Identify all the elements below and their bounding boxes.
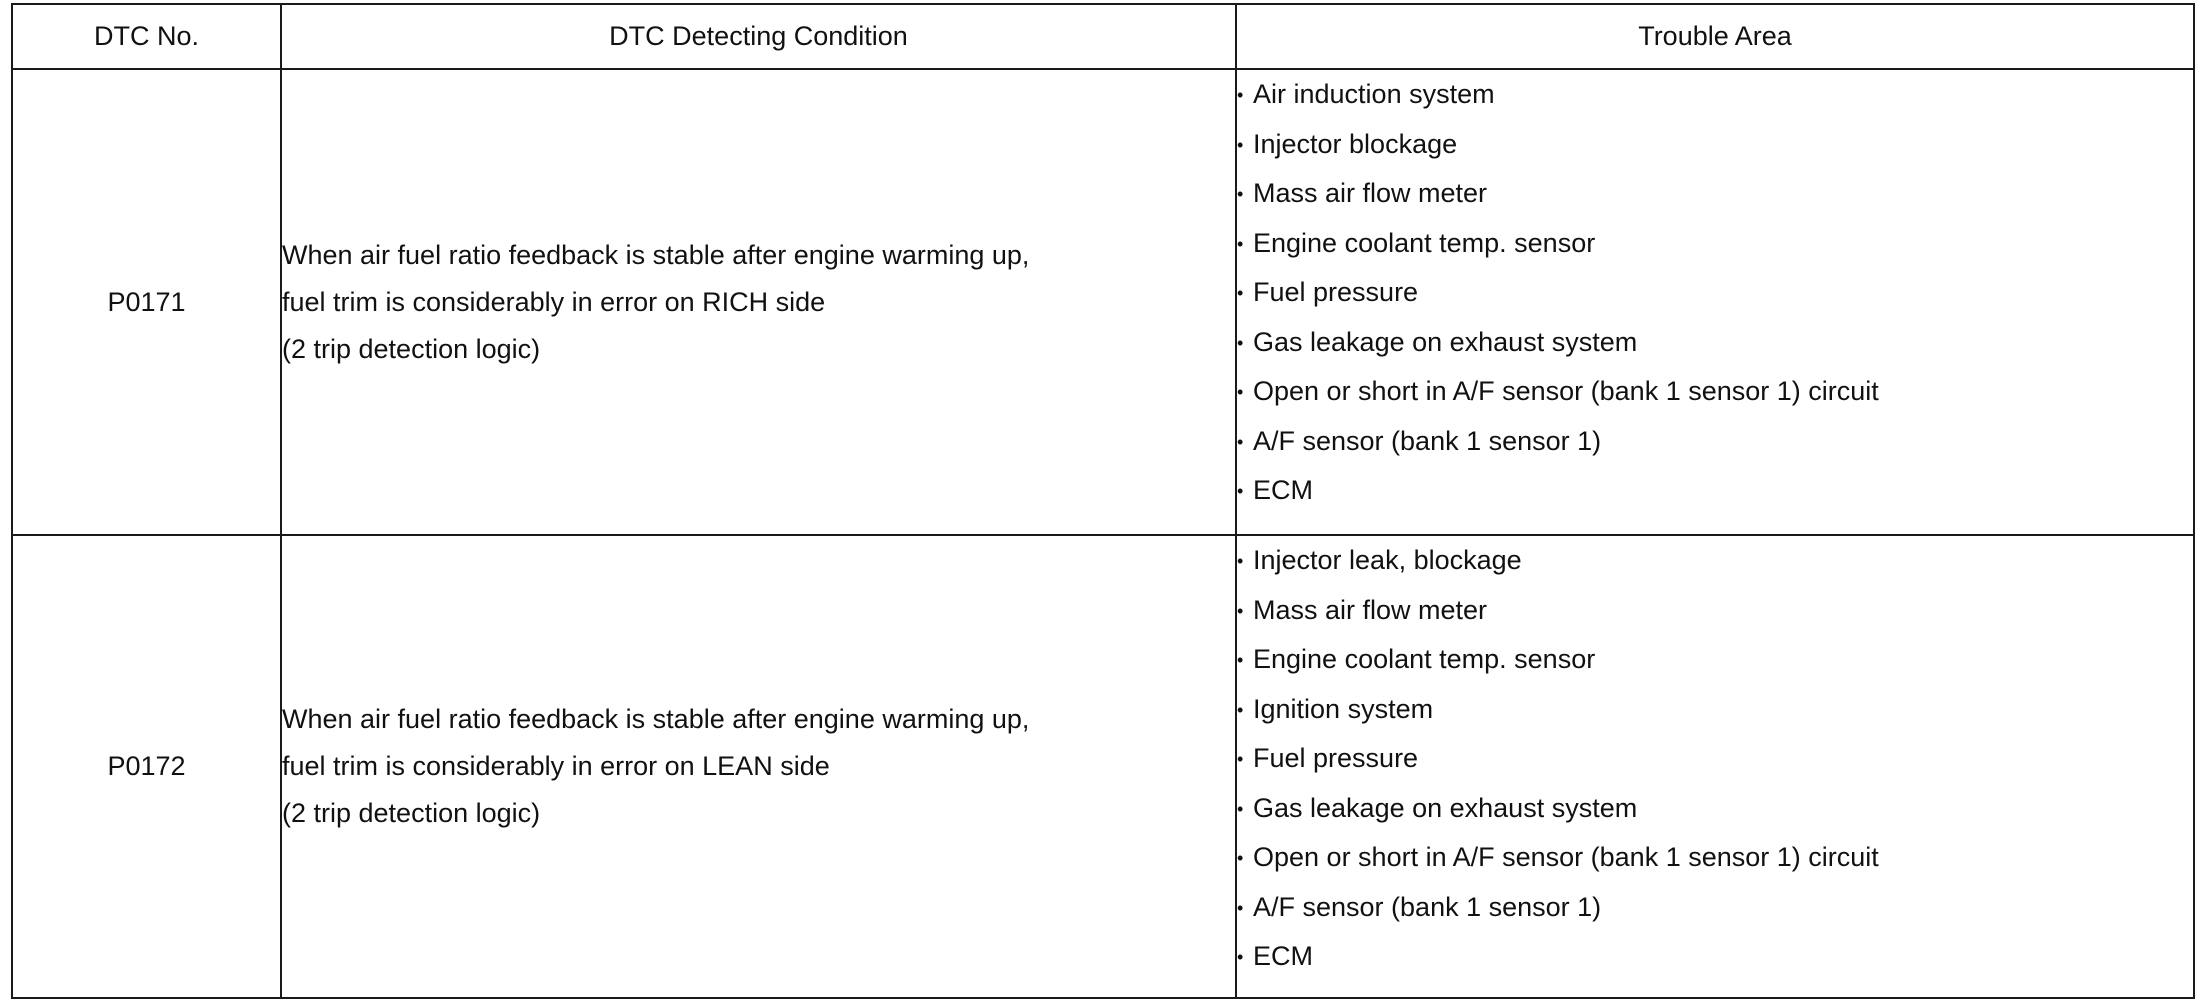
trouble-area-text: Open or short in A/F sensor (bank 1 sensor 1) circuit	[1253, 376, 1879, 406]
list-item	[1237, 734, 2193, 784]
detecting-condition-cell	[281, 535, 1236, 998]
list-item	[1237, 120, 2193, 170]
trouble-area-text: Fuel pressure	[1253, 743, 1419, 773]
condition-line: (2 trip detection logic)	[282, 798, 541, 828]
bullet-icon: •	[1237, 650, 1244, 670]
list-item	[1237, 466, 2193, 516]
trouble-area-text: ECM	[1253, 941, 1313, 971]
condition-line: fuel trim is considerably in error on LEAN side	[282, 751, 830, 781]
bullet-icon: •	[1237, 184, 1244, 204]
bullet-icon: •	[1237, 332, 1244, 353]
trouble-area-text: A/F sensor (bank 1 sensor 1)	[1253, 425, 1602, 456]
list-item	[1237, 635, 2193, 685]
list-item	[1237, 367, 2193, 417]
bullet-icon: •	[1237, 699, 1244, 720]
bullet-icon: •	[1237, 897, 1244, 918]
table-row	[12, 535, 2194, 998]
bullet-icon: •	[1237, 600, 1244, 621]
trouble-area-cell	[1236, 69, 2194, 535]
table-body	[12, 69, 2194, 998]
condition-line: fuel trim is considerably in error on RICH side	[282, 286, 826, 317]
trouble-area-text: Injector blockage	[1253, 128, 1458, 159]
condition-line: When air fuel ratio feedback is stable after engine warming up,	[282, 704, 1030, 734]
table-header	[12, 4, 2194, 69]
list-item	[1237, 318, 2193, 368]
detecting-condition-cell	[281, 69, 1236, 535]
bullet-icon: •	[1237, 283, 1244, 303]
trouble-area-text: Open or short in A/F sensor (bank 1 sensor 1) circuit	[1253, 842, 1879, 872]
trouble-area-text: Injector leak, blockage	[1253, 545, 1522, 575]
trouble-area-text: Engine coolant temp. sensor	[1253, 644, 1596, 674]
list-item	[1237, 70, 2193, 120]
bullet-icon: •	[1237, 233, 1244, 254]
bullet-icon: •	[1237, 85, 1244, 105]
trouble-area-text: ECM	[1253, 475, 1313, 505]
list-item	[1237, 586, 2193, 636]
list-item	[1237, 417, 2193, 467]
list-item	[1237, 169, 2193, 219]
trouble-area-text: Ignition system	[1253, 693, 1434, 724]
bullet-icon: •	[1237, 134, 1244, 155]
header-row	[12, 4, 2194, 69]
bullet-icon: •	[1237, 848, 1244, 868]
trouble-area-cell	[1236, 535, 2194, 998]
bullet-icon: •	[1237, 798, 1244, 819]
header-dtc-no: DTC No.	[12, 4, 281, 69]
bullet-icon: •	[1237, 749, 1244, 769]
bullet-icon: •	[1237, 481, 1244, 501]
trouble-area-text: Air induction system	[1253, 79, 1495, 109]
trouble-area-text: Engine coolant temp. sensor	[1253, 227, 1596, 258]
trouble-area-text: Mass air flow meter	[1253, 178, 1488, 208]
bullet-icon: •	[1237, 947, 1244, 967]
bullet-icon: •	[1237, 551, 1244, 571]
list-item	[1237, 883, 2193, 933]
bullet-icon: •	[1237, 431, 1244, 452]
trouble-area-list	[1237, 536, 2193, 982]
header-detecting-condition: DTC Detecting Condition	[281, 4, 1236, 69]
list-item	[1237, 833, 2193, 883]
trouble-area-list	[1237, 70, 2193, 516]
header-trouble-area: Trouble Area	[1236, 4, 2194, 69]
trouble-area-text: Mass air flow meter	[1253, 594, 1488, 625]
dtc-number-cell: P0171	[12, 69, 281, 535]
list-item	[1237, 932, 2193, 982]
trouble-area-text: A/F sensor (bank 1 sensor 1)	[1253, 891, 1602, 922]
dtc-table	[11, 3, 2195, 999]
list-item	[1237, 536, 2193, 586]
list-item	[1237, 685, 2193, 735]
list-item	[1237, 784, 2193, 834]
condition-line: When air fuel ratio feedback is stable after engine warming up,	[282, 239, 1030, 270]
bullet-icon: •	[1237, 382, 1244, 402]
trouble-area-text: Gas leakage on exhaust system	[1253, 326, 1638, 357]
list-item	[1237, 268, 2193, 318]
trouble-area-text: Fuel pressure	[1253, 277, 1419, 307]
trouble-area-text: Gas leakage on exhaust system	[1253, 792, 1638, 823]
condition-line: (2 trip detection logic)	[282, 333, 541, 364]
list-item	[1237, 219, 2193, 269]
table-row	[12, 69, 2194, 535]
dtc-number-cell: P0172	[12, 535, 281, 998]
